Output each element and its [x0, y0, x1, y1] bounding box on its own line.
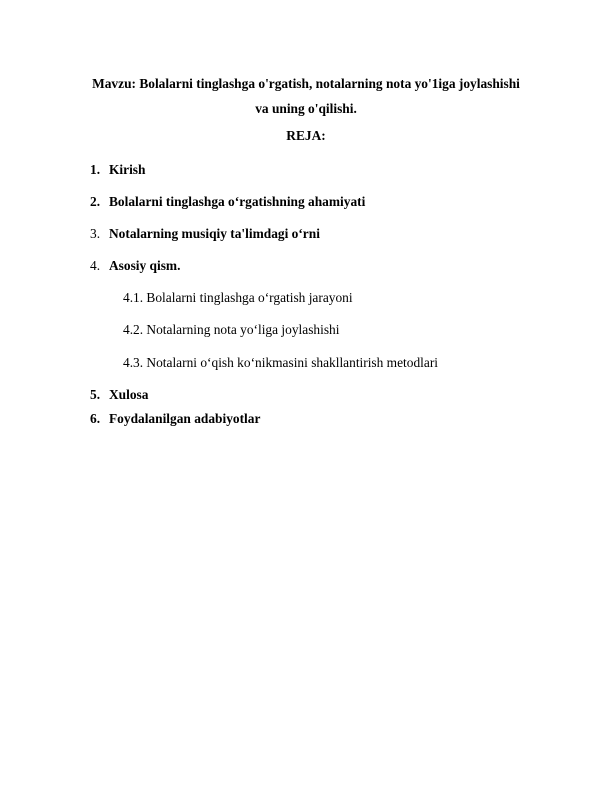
- plan-item-text: Xulosa: [109, 387, 149, 402]
- plan-item-5: [90, 386, 148, 404]
- title-line-1: Mavzu: Bolalarni tinglashga o'rgatish, notalarning nota yo'1iga joylashishi: [92, 76, 520, 91]
- plan-item-3: [90, 225, 320, 243]
- plan-item-2: [90, 193, 365, 211]
- plan-item-text: Asosiy qism.: [109, 258, 181, 273]
- plan-heading: REJA:: [286, 128, 326, 143]
- plan-subitem-4-2: 4.2. Notalarning nota yo‘liga joylashishi: [123, 322, 340, 337]
- plan-item-text: Kirish: [109, 162, 146, 177]
- plan-subitem-4-1: 4.1. Bolalarni tinglashga o‘rgatish jarayoni: [123, 290, 353, 305]
- plan-item-number: 4.: [90, 258, 101, 273]
- plan-item-text: Bolalarni tinglashga o‘rgatishning ahamiyati: [109, 194, 366, 209]
- plan-item-6: [90, 410, 260, 428]
- plan-subitem-4-3: 4.3. Notalarni o‘qish ko‘nikmasini shakllantirish metodlari: [123, 355, 439, 370]
- document-title: [60, 71, 552, 121]
- plan-item-4: [90, 257, 180, 275]
- plan-item-number: 6.: [90, 411, 101, 426]
- plan-item-text: Notalarning musiqiy ta'limdagi o‘rni: [109, 226, 320, 241]
- plan-item-number: 3.: [90, 226, 101, 241]
- plan-item-number: 2.: [90, 194, 101, 209]
- plan-item-number: 1.: [90, 162, 101, 177]
- plan-item-number: 5.: [90, 387, 101, 402]
- title-line-2: va uning o'qilishi.: [255, 101, 357, 116]
- plan-item-1: [90, 161, 145, 179]
- plan-item-text: Foydalanilgan adabiyotlar: [109, 411, 261, 426]
